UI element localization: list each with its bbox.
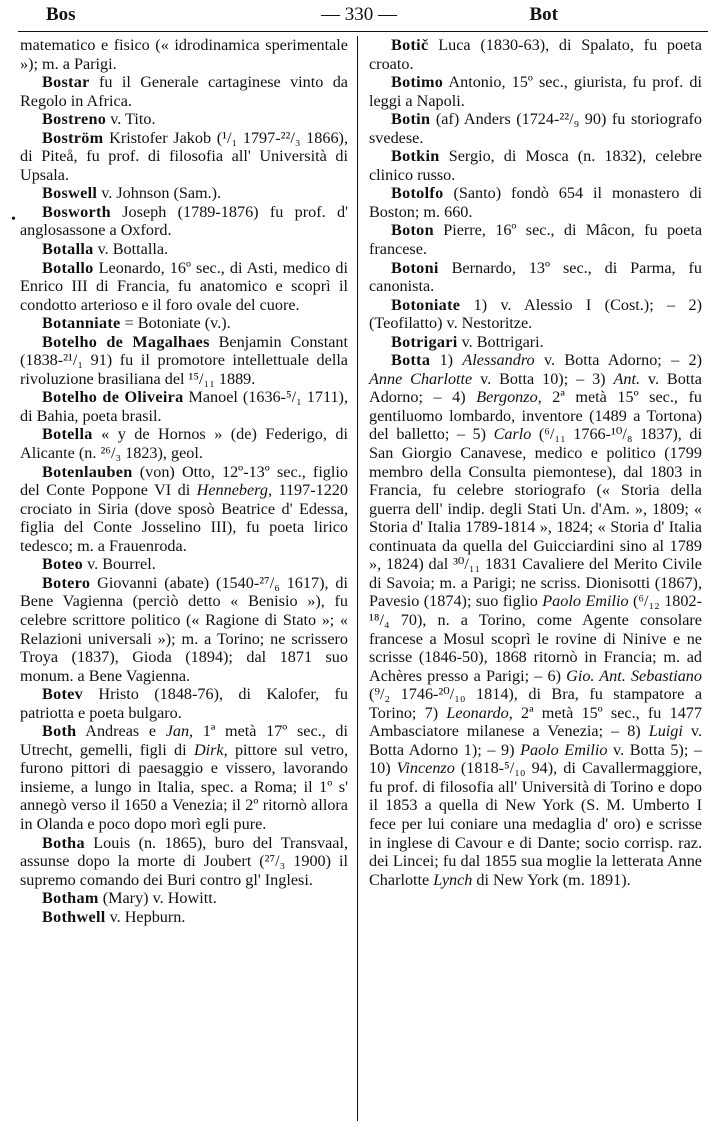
dictionary-entry xyxy=(20,463,348,556)
dictionary-entry xyxy=(20,36,348,73)
entry-text: = Botoniate (v.). xyxy=(120,314,231,333)
dictionary-entry xyxy=(20,388,348,425)
dictionary-entry xyxy=(20,425,348,462)
entry-text: 1) xyxy=(430,351,463,370)
entry-text: Hristo (1848-76), di Kalofer, fu patriotta e poeta bulgaro. xyxy=(20,685,348,722)
entry-text: Leonardo, 16º sec., di Asti, medico di Enrico III di Francia, fu anatomico e scoprì il condotto arterioso e il foro ovale del cuore. xyxy=(20,258,348,314)
entry-italic-text: Luigi xyxy=(648,722,683,741)
entry-text: v. Botta 5); – 10) xyxy=(369,740,702,778)
dictionary-entry xyxy=(369,110,702,147)
entry-italic-text: Ant. xyxy=(613,369,641,388)
entry-headword: Bothwell xyxy=(42,907,106,926)
entry-text: Kristofer Jakob (¹/₁ 1797-²²/₃ 1866), di Piteå, fu prof. di filosofia all' Università di Upsala. xyxy=(20,128,348,184)
entry-headword: Botič xyxy=(391,36,429,54)
dictionary-entry xyxy=(369,184,702,221)
entry-headword: Botallo xyxy=(42,258,94,277)
entry-headword: Botoniate xyxy=(391,295,461,314)
header-left-guideword: Bos xyxy=(46,4,76,25)
entry-headword: Botoni xyxy=(391,258,439,277)
column-divider xyxy=(357,36,358,1121)
entry-text: 1ª metà 17º sec., di Utrecht, gemelli, figli di xyxy=(20,722,348,759)
entry-headword: Botin xyxy=(391,110,431,129)
entry-italic-text: Jan, xyxy=(165,722,194,741)
entry-text: (⁹/₂ 1746-²⁰/₁₀ 1814), di Bra, fu stampatore a Torino; 7) xyxy=(369,685,702,722)
entry-headword: Botelho de Oliveira xyxy=(42,388,184,407)
header-right-guideword: Bot xyxy=(529,4,558,25)
entry-text: matematico e fisico (« idrodinamica sperimentale »); m. a Parigi. xyxy=(20,36,348,73)
entry-headword: Botha xyxy=(42,833,85,852)
entry-text: Giovanni (abate) (1540-²⁷/₆ 1617), di Bene Vagienna (perciò detto « Benisio »), fu celebre scrittore politico (« Ragione di Stato »; « Relazioni universali »); m. a Torino; ne scrissero Troya (1837), Gioda (1894); dal 1871 suo monum. a Bene Vagienna. xyxy=(20,573,348,685)
entry-italic-text: Dirk, xyxy=(193,740,228,759)
page-header xyxy=(0,0,718,36)
entry-text: Andreas e xyxy=(76,722,166,741)
entry-headword: Botenlauben xyxy=(42,462,133,481)
entry-headword: Botev xyxy=(42,685,84,704)
dictionary-entry xyxy=(20,259,348,315)
entry-headword: Botella xyxy=(42,425,93,444)
entry-headword: Botalla xyxy=(42,240,94,259)
entry-text: v. Botta 10); – 3) xyxy=(472,369,614,388)
entry-text: v. Botta Adorno; – 4) xyxy=(369,369,702,407)
entry-text: (Santo) fondò 654 il monastero di Boston; m. 660. xyxy=(369,184,702,221)
entry-headword: Bostar xyxy=(42,73,90,92)
entry-italic-text: Leonardo, xyxy=(446,703,513,722)
entry-headword: Boteo xyxy=(42,555,84,574)
entry-text: « y de Hornos » (de) Federigo, di Alicante (n. ²⁶/₃ 1823), geol. xyxy=(20,425,348,463)
entry-italic-text: Lynch xyxy=(433,870,473,889)
entry-text: v. Botta Adorno; – 2) xyxy=(534,351,703,370)
entry-italic-text: Henneberg, xyxy=(196,481,273,500)
dictionary-entry xyxy=(20,240,348,259)
entry-text: (1818-⁵/₁₀ 94), di Cavallermaggiore, fu prof. di filosofia all' Università di Torino e dopo il 1853 a quella di New York (S. M. Umberto I fece per lui coniare una medaglia d' oro) e scrisse in inglese di Cavour e di Dante; socio corrisp. raz. dei Lincei; fu dal 1855 sua moglie la letterata Anne Charlotte xyxy=(369,759,702,889)
dictionary-entry xyxy=(20,129,348,185)
dictionary-entry xyxy=(20,333,348,389)
entry-text: fu il Generale cartaginese vinto da Regolo in Africa. xyxy=(20,73,348,110)
entry-text: v. Johnson (Sam.). xyxy=(97,184,222,203)
entry-text: 1197-1220 crociato in Siria (dove sposò Beatrice d' Edessa, figlia del Conte Josselino III), fu poeta lirico tedesco; m. a Frauenroda. xyxy=(20,481,348,555)
entry-text: (⁶/₁₁ 1766-¹⁰/₈ 1837), di San Giorgio Canavese, medico e politico (1799 membro della Consulta piemontese), dal 1803 in Francia, fu celebre storiografo (« Storia della guerra dell' indip. degli Stati Un. d'Am. », 1809; « Storia d' Italia 1789-1814 », 1824; « Storia d' Italia continuata da quella del Guicciardini sino al 1789 », 1824) dal ³⁰/₁₁ 1831 Cavaliere del Merito Civile di Savoia; m. a Parigi; ne scriss. Dionisotti (1867), Pavesio (1874); suo figlio xyxy=(369,425,702,611)
entry-text: v. Bottalla. xyxy=(93,240,169,259)
entry-text: v. Botta Adorno 1); – 9) xyxy=(369,722,702,759)
header-rule xyxy=(18,31,708,32)
dictionary-entry xyxy=(369,259,702,296)
dictionary-entry xyxy=(20,834,348,890)
entry-italic-text: Carlo xyxy=(493,425,532,444)
entry-italic-text: Bergonzo, xyxy=(476,388,542,407)
entry-italic-text: Anne Charlotte xyxy=(369,369,473,388)
entry-headword: Botrigari xyxy=(391,332,458,351)
entry-text: Antonio, 15º sec., giurista, fu prof. di leggi a Napoli. xyxy=(369,73,702,110)
entry-italic-text: Paolo Emilio xyxy=(520,740,608,759)
entry-text: Bernardo, 13º sec., di Parma, fu canonista. xyxy=(369,258,702,296)
dictionary-entry xyxy=(20,184,348,203)
entry-text: Pierre, 16º sec., di Mâcon, fu poeta francese. xyxy=(369,221,702,259)
entry-headword: Botolfo xyxy=(391,184,444,203)
entry-text: (af) Anders (1724-²²/₉ 90) fu storiografo svedese. xyxy=(369,110,702,147)
page-number: — 330 — xyxy=(321,4,397,25)
entry-headword: Bostreno xyxy=(42,110,107,129)
dictionary-entry xyxy=(20,722,348,833)
entry-headword: Boswell xyxy=(42,184,98,203)
entry-italic-text: Alessandro xyxy=(462,351,535,370)
entry-text: Joseph (1789-1876) fu prof. d' anglosassone a Oxford. xyxy=(20,202,348,240)
entry-text: v. Bottrigari. xyxy=(457,332,544,351)
entry-text: v. Hepburn. xyxy=(105,907,186,926)
dictionary-entry xyxy=(20,574,348,685)
entry-italic-text: Gio. Ant. Sebastiano xyxy=(566,666,702,685)
entry-text: 2ª metà 15º sec., fu gentiluomo lombardo, inventore (1489 a Tortona) del balletto; – 5) xyxy=(369,388,702,444)
entry-headword: Boton xyxy=(391,221,434,240)
entry-headword: Bosworth xyxy=(42,202,111,221)
entry-headword: Botta xyxy=(391,351,431,370)
entry-text: 1) v. Alessio I (Cost.); – 2) (Teofilatto) v. Nestoritze. xyxy=(369,295,702,333)
dictionary-entry xyxy=(20,685,348,722)
entry-text: Sergio, di Mosca (n. 1832), celebre clinico russo. xyxy=(369,147,702,184)
left-column xyxy=(20,36,348,926)
margin-mark: • xyxy=(11,212,16,227)
dictionary-entry xyxy=(20,908,348,927)
dictionary-entry xyxy=(369,147,702,184)
entry-headword: Botkin xyxy=(391,147,440,166)
entry-text: Manoel (1636-⁵/₁ 1711), di Bahia, poeta brasil. xyxy=(20,388,348,425)
entry-text: v. Bourrel. xyxy=(83,555,156,574)
dictionary-entry xyxy=(20,110,348,129)
dictionary-entry xyxy=(369,296,702,333)
entry-italic-text: Vincenzo xyxy=(396,759,455,778)
entry-italic-text: Paolo Emilio xyxy=(542,592,629,611)
entry-text: v. Tito. xyxy=(106,110,156,129)
dictionary-entry xyxy=(369,73,702,110)
right-column xyxy=(369,36,702,889)
dictionary-entry xyxy=(20,314,348,333)
dictionary-entry xyxy=(20,889,348,908)
dictionary-entry xyxy=(369,351,702,889)
entry-text: Benjamin Constant (1838-²¹/₁ 91) fu il promotore intellettuale della rivoluzione brasiliana del ¹⁵/₁₁ 1889. xyxy=(20,332,349,388)
entry-text: di New York (m. 1891). xyxy=(472,870,631,889)
dictionary-entry xyxy=(20,73,348,110)
dictionary-entry xyxy=(369,333,702,352)
entry-headword: Botanniate xyxy=(42,314,121,333)
entry-headword: Botero xyxy=(42,573,91,592)
entry-headword: Both xyxy=(42,722,77,741)
dictionary-entry xyxy=(20,555,348,574)
entry-text: (⁶/₁₂ 1802-¹⁸/₄ 70), n. a Torino, come Agente consolare francese a Mosul scoprì le rovine di Ninive e ne scrisse (1846-50), 1868 ritornò in Francia; m. ad Achères presso a Parigi; – 6) xyxy=(369,592,702,685)
entry-headword: Botimo xyxy=(391,73,444,92)
entry-text: 2ª metà 15º sec., fu 1477 Ambasciatore milanese a Venezia; – 8) xyxy=(369,703,702,741)
entry-text: Luca (1830-63), di Spalato, fu poeta croato. xyxy=(369,36,702,73)
entry-text: pittore sul vetro, furono pittori di paesaggio e vissero, lavorando insieme, a lungo in Italia, spec. a Roma; il 1º s' annegò verso il 1650 a Venezia; il 2º ritornò allora in Olanda e poco dopo morì egli pure. xyxy=(20,740,348,833)
entry-headword: Boström xyxy=(42,128,104,147)
entry-text: (Mary) v. Howitt. xyxy=(98,889,217,908)
entry-headword: Botham xyxy=(42,889,99,908)
dictionary-entry xyxy=(369,221,702,258)
entry-text: Louis (n. 1865), buro del Transvaal, assunse dopo la morte di Joubert (²⁷/₃ 1900) il supremo comando dei Buri contro gl' Inglesi. xyxy=(20,833,348,889)
dictionary-entry xyxy=(20,203,348,240)
dictionary-entry xyxy=(369,36,702,73)
entry-headword: Botelho de Magalhaes xyxy=(42,332,210,351)
entry-text: (von) Otto, 12º-13º sec., figlio del Conte Poppone VI di xyxy=(20,462,348,500)
